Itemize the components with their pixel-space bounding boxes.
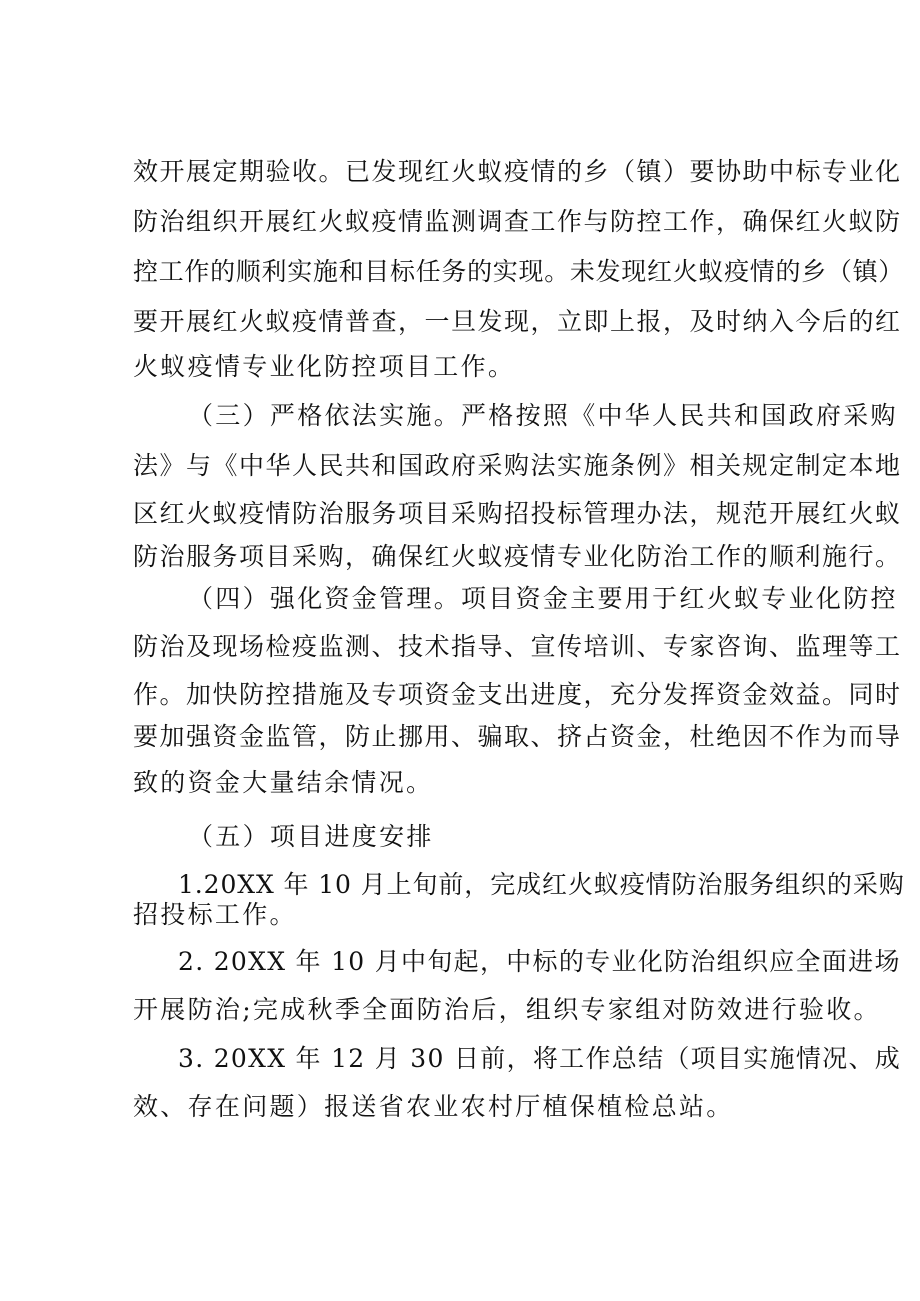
schedule-item-3-line: 效、存在问题）报送省农业农村厅植保植检总站。 [133,1092,734,1121]
section-five-heading: （五）项目进度安排 [188,822,434,851]
paragraph-line: 控工作的顺利实施和目标任务的实现。未发现红火蚁疫情的乡（镇） [133,257,905,286]
paragraph-line: 效开展定期验收。已发现红火蚁疫情的乡（镇）要协助中标专业化 [133,157,902,186]
schedule-item-1-line: 1.20XX 年 10 月上旬前，完成红火蚁疫情防治服务组织的采购 [178,870,905,899]
paragraph-line: 防治组织开展红火蚁疫情监测调查工作与防控工作，确保红火蚁防 [133,207,902,236]
paragraph-line: 防治服务项目采购，确保红火蚁疫情专业化防治工作的顺利施行。 [133,542,902,571]
paragraph-line: 致的资金大量结余情况。 [133,768,434,797]
schedule-item-1-line: 招投标工作。 [133,900,297,929]
section-four-heading-line: （四）强化资金管理。项目资金主要用于红火蚁专业化防控 [188,584,898,613]
schedule-item-2-line: 开展防治;完成秋季全面防治后，组织专家组对防效进行验收。 [133,995,881,1024]
paragraph-line: 区红火蚁疫情防治服务项目采购招投标管理办法，规范开展红火蚁 [133,499,902,528]
paragraph-line: 防治及现场检疫监测、技术指导、宣传培训、专家咨询、监理等工 [133,632,902,661]
paragraph-line: 作。加快防控措施及专项资金支出进度，充分发挥资金效益。同时 [133,680,902,709]
schedule-item-2-line: 2. 20XX 年 10 月中旬起，中标的专业化防治组织应全面进场 [178,947,901,976]
paragraph-line: 火蚁疫情专业化防控项目工作。 [133,352,516,381]
paragraph-line: 要开展红火蚁疫情普查，一旦发现，立即上报，及时纳入今后的红 [133,307,902,336]
paragraph-line: 法》与《中华人民共和国政府采购法实施条例》相关规定制定本地 [133,451,902,480]
paragraph-line: 要加强资金监管，防止挪用、骗取、挤占资金，杜绝因不作为而导 [133,722,902,751]
section-three-heading-line: （三）严格依法实施。严格按照《中华人民共和国政府采购 [188,401,898,430]
schedule-item-3-line: 3. 20XX 年 12 月 30 日前，将工作总结（项目实施情况、成 [178,1044,902,1073]
